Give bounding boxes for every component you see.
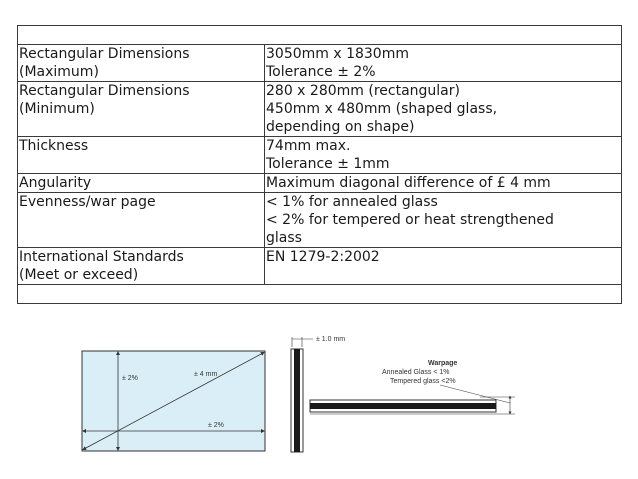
warped-glass-core <box>310 403 496 409</box>
table-row <box>18 82 622 137</box>
width-tolerance-label: ± 2% <box>208 422 224 429</box>
spec-value: 280 x 280mm (rectangular) 450mm x 480mm (shaped glass, depending on shape) <box>265 82 622 137</box>
spec-label: Thickness <box>18 137 265 174</box>
thickness-tolerance-label: ± 1.0 mm <box>316 336 346 343</box>
spec-label: Angularity <box>18 174 265 193</box>
warpage-tempered-label: Tempered glass <2% <box>390 378 456 385</box>
spec-value: < 1% for annealed glass < 2% for tempered or heat strengthened glass <box>265 193 622 248</box>
specifications-table <box>17 25 622 304</box>
warpage-view <box>310 360 515 414</box>
table-row <box>18 248 622 285</box>
blank-cell <box>18 285 622 304</box>
spec-label: Evenness/war page <box>18 193 265 248</box>
height-tolerance-label: ± 2% <box>122 375 138 382</box>
spec-label: International Standards (Meet or exceed) <box>18 248 265 285</box>
table-row <box>18 137 622 174</box>
spec-label: Rectangular Dimensions (Maximum) <box>18 45 265 82</box>
glass-thickness-view <box>291 336 345 452</box>
table-row <box>18 174 622 193</box>
spec-value: 3050mm x 1830mm Tolerance ± 2% <box>265 45 622 82</box>
glass-edge-core <box>294 349 300 452</box>
spec-value: Maximum diagonal difference of £ 4 mm <box>265 174 622 193</box>
table-header-row <box>18 26 622 45</box>
spec-value: 74mm max. Tolerance ± 1mm <box>265 137 622 174</box>
table-footer-row <box>18 285 622 304</box>
spec-label: Rectangular Dimensions (Minimum) <box>18 82 265 137</box>
table-row <box>18 193 622 248</box>
warpage-annealed-label: Annealed Glass < 1% <box>382 369 450 376</box>
warpage-title: Warpage <box>428 360 458 367</box>
glass-pane-front-view <box>82 351 265 451</box>
blank-cell <box>18 26 622 45</box>
tolerance-diagram <box>70 325 540 455</box>
table-row <box>18 45 622 82</box>
spec-value: EN 1279-2:2002 <box>265 248 622 285</box>
diagonal-tolerance-label: ± 4 mm <box>194 371 218 378</box>
